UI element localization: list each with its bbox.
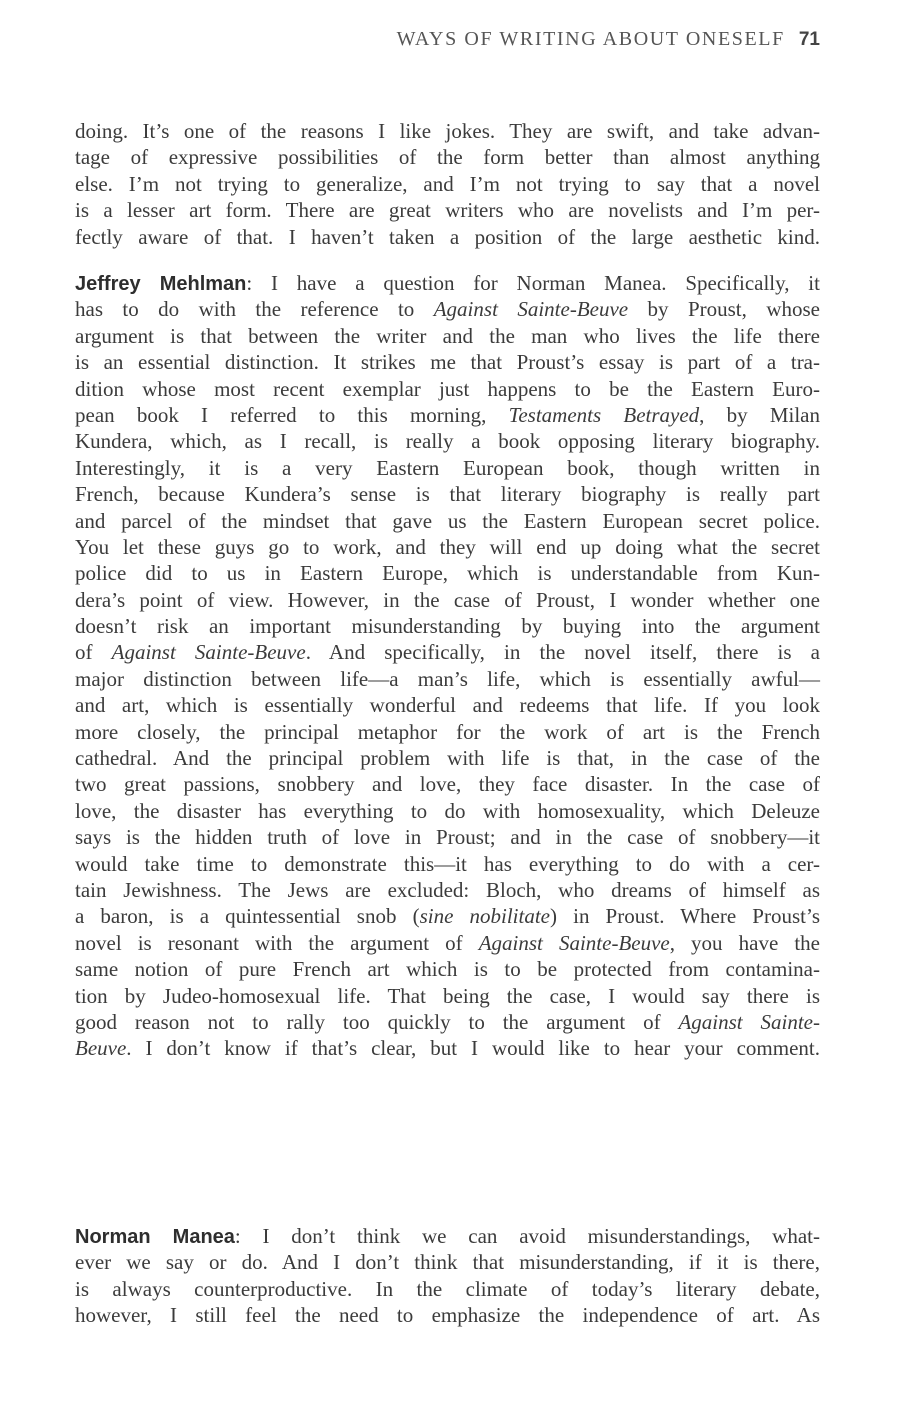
page-number: 71 [798,29,820,50]
text-line [75,508,820,534]
text-line [75,930,820,956]
text-line [75,270,820,296]
text-segment: tain Jewishness. The Jews are excluded: Bloch, who dreams of himself as [75,877,820,902]
text-segment: however, I still feel the need to emphasize the independence of art. As [75,1303,820,1328]
text-segment: Kundera, which, as I recall, is really a book opposing literary biography. [75,429,820,454]
text-segment: is a lesser art form. There are great writers who are novelists and I’m per- [75,198,820,223]
speaker-name: Norman Manea [75,1226,235,1248]
text-line [75,144,820,170]
text-line [75,1009,820,1035]
text-segment: . I don’t know if that’s clear, but I would like to hear your comment. [126,1036,820,1061]
text-line [75,481,820,507]
text-line [75,666,820,692]
text-line [75,956,820,982]
text-line [75,587,820,613]
text-segment: ) in Proust. Where Proust’s [550,904,820,929]
text-line [75,534,820,560]
text-line [75,771,820,797]
text-segment: has to do with the reference to [75,297,434,322]
text-segment: argument is that between the writer and the man who lives the life there [75,323,820,348]
text-line [75,402,820,428]
text-line [75,455,820,481]
text-segment: love, the disaster has everything to do with homosexuality, which Deleuze [75,798,820,823]
text-segment: . And specifically, in the novel itself, there is a [305,640,820,665]
text-line [75,613,820,639]
text-line [75,1302,820,1328]
text-segment: is an essential distinction. It strikes me that Proust’s essay is part of a tra- [75,350,820,375]
text-segment: good reason not to rally too quickly to the argument of [75,1009,679,1034]
italic-title: Beuve [75,1036,127,1061]
text-segment: dition whose most recent exemplar just happens to be the Eastern Euro- [75,376,820,401]
text-line [75,692,820,718]
text-line [75,118,820,144]
text-segment: French, because Kundera’s sense is that literary biography is really part [75,482,820,507]
text-segment: tion by Judeo-homosexual life. That being the case, I would say there is [75,983,820,1008]
text-segment: tage of expressive possibilities of the form better than almost anything [75,145,820,170]
text-segment: : I have a question for Norman Manea. Specifically, it [246,271,820,295]
text-line [75,877,820,903]
text-segment: more closely, the principal metaphor for the work of art is the French [75,719,820,744]
text-line [75,639,820,665]
italic-title: Against Sainte- [678,1009,820,1034]
text-line [75,903,820,929]
text-line [75,745,820,771]
text-line [75,296,820,322]
text-line [75,323,820,349]
text-segment: You let these guys go to work, and they will end up doing what the secret [75,534,820,559]
text-segment: and parcel of the mindset that gave us the Eastern European secret police. [75,508,820,533]
text-line [75,1276,820,1302]
text-segment: cathedral. And the principal problem with life is that, in the case of the [75,746,820,771]
text-segment: , by Milan [699,402,820,427]
text-segment: , you have the [669,930,820,955]
text-segment: says is the hidden truth of love in Proust; and in the case of snobbery—it [75,825,820,850]
text-segment: : I don’t think we can avoid misunderstandings, what- [234,1224,820,1248]
paragraph-jeffrey-mehlman [75,270,820,1062]
speaker-name: Jeffrey Mehlman [75,273,247,295]
text-segment: else. I’m not trying to generalize, and I’m not trying to say that a novel [75,171,820,196]
text-line [75,824,820,850]
paragraph-norman-manea [75,1223,820,1329]
text-segment: police did to us in Eastern Europe, which is understandable from Kun- [75,561,820,586]
text-segment: same notion of pure French art which is to be protected from contamina- [75,957,820,982]
text-segment: novel is resonant with the argument of [75,930,479,955]
italic-title: Against Sainte-Beuve [478,930,670,955]
text-line [75,983,820,1009]
text-line [75,798,820,824]
text-segment: ever we say or do. And I don’t think that misunderstanding, if it is there, [75,1250,820,1275]
text-segment: fectly aware of that. I haven’t taken a position of the large aesthetic kind. [75,224,820,249]
text-segment: pean book I referred to this morning, [75,402,509,427]
text-segment: Interestingly, it is a very Eastern European book, though written in [75,455,820,480]
paragraph-continuation [75,118,820,250]
text-segment: a baron, is a quintessential snob ( [75,904,420,929]
text-line [75,1223,820,1249]
text-line [75,171,820,197]
text-line [75,197,820,223]
text-line [75,428,820,454]
running-title: WAYS OF WRITING ABOUT ONESELF [396,28,785,50]
italic-title: Testaments Betrayed [508,402,700,427]
text-line [75,851,820,877]
text-segment: of [75,640,112,665]
text-segment: two great passions, snobbery and love, they face disaster. In the case of [75,772,820,797]
text-segment: doesn’t risk an important misunderstanding by buying into the argument [75,614,820,639]
text-segment: and art, which is essentially wonderful and redeems that life. If you look [75,693,820,718]
text-line [75,376,820,402]
text-segment: doing. It’s one of the reasons I like jokes. They are swift, and take advan- [75,119,820,143]
text-line [75,349,820,375]
text-segment: is always counterproductive. In the climate of today’s literary debate, [75,1276,820,1301]
running-header [397,28,820,51]
italic-title: Against Sainte-Beuve [433,297,629,322]
text-line [75,719,820,745]
text-segment: by Proust, whose [628,297,820,322]
italic-title: sine nobilitate [419,904,550,929]
italic-title: Against Sainte-Beuve [111,640,306,665]
text-line [75,1035,820,1061]
text-segment: would take time to demonstrate this—it has everything to do with a cer- [75,851,820,876]
text-segment: major distinction between life—a man’s life, which is essentially awful— [75,666,820,691]
text-line [75,1249,820,1275]
text-line [75,224,820,250]
text-line [75,560,820,586]
text-segment: dera’s point of view. However, in the case of Proust, I wonder whether one [75,587,820,612]
